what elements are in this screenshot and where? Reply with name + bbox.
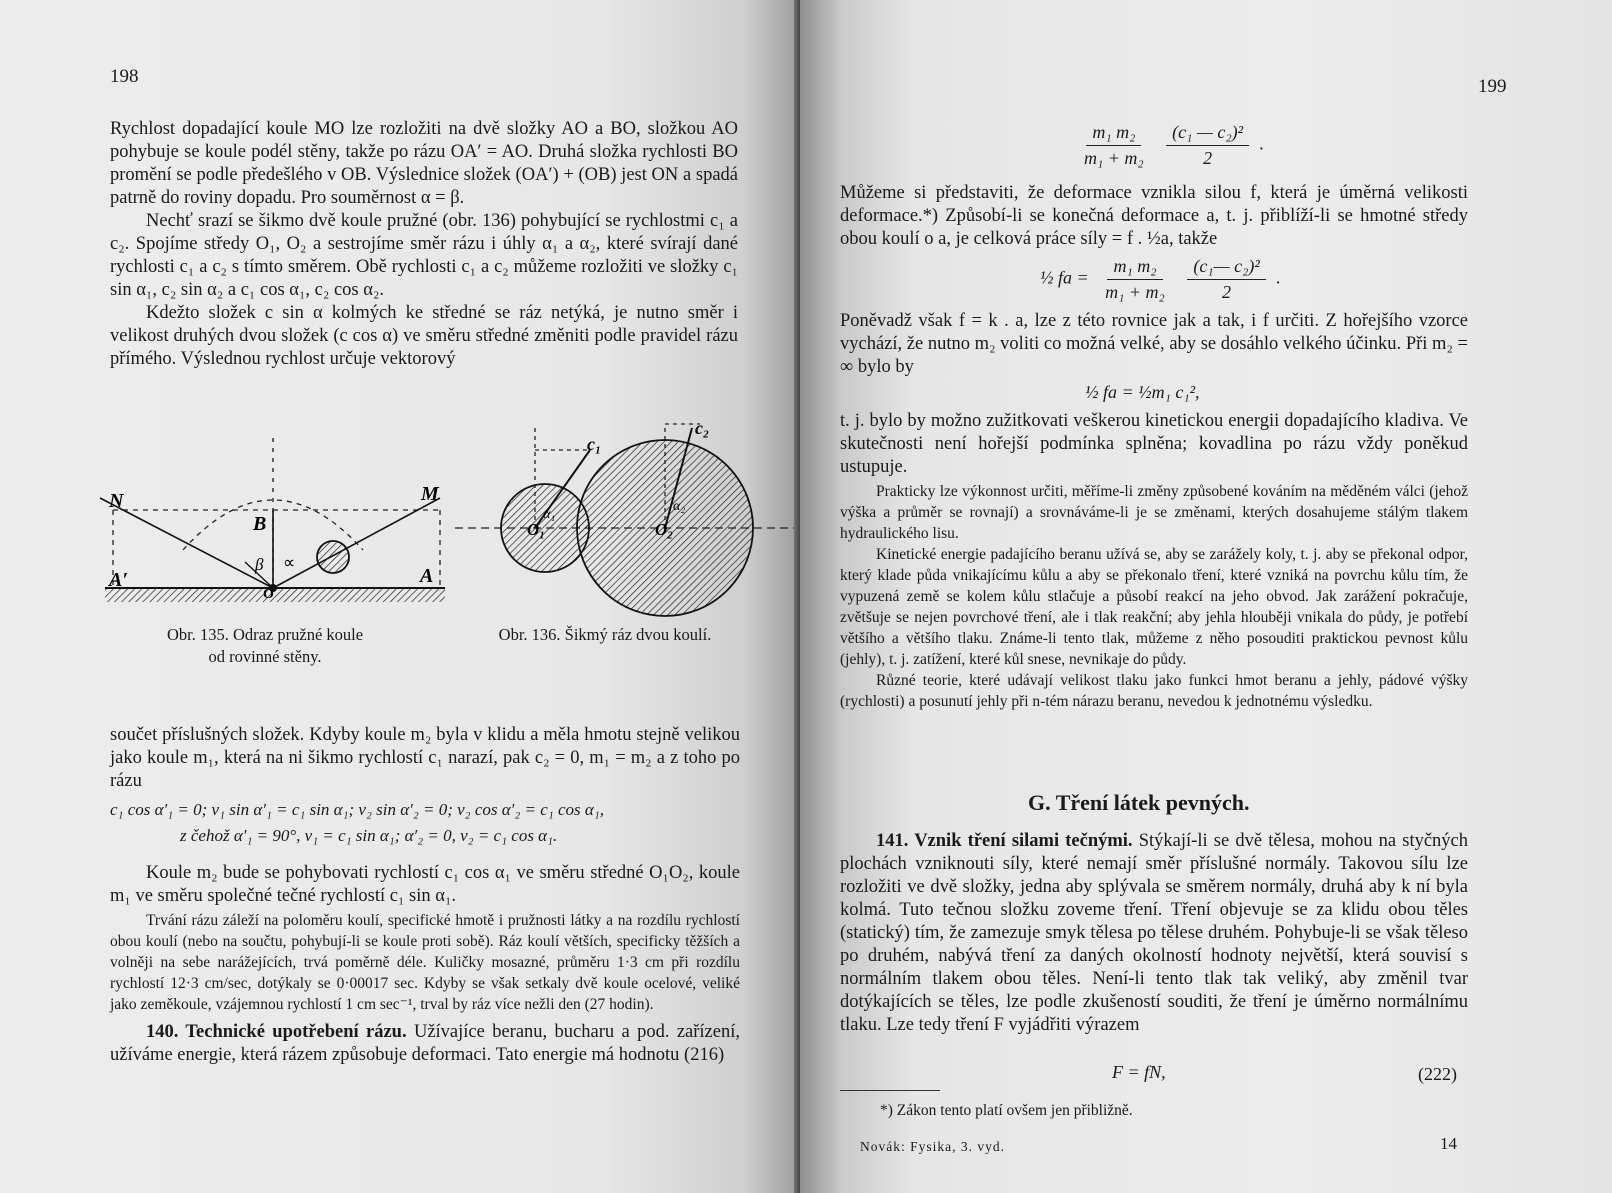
figure-135: [95, 430, 460, 620]
right-text-2: [840, 310, 1468, 379]
fig-label: A′: [109, 569, 128, 591]
figure-caption: Obr. 135. Odraz pružné koule od rovinné stěny.: [166, 625, 364, 666]
footnote-rule: [840, 1090, 940, 1091]
ball: [317, 541, 349, 573]
fig-label: c₁: [587, 434, 602, 454]
left-text-bottom: [110, 862, 740, 1067]
left-text-mid: [110, 724, 740, 793]
fig-label: c₂: [695, 418, 710, 438]
fig-label: α₁: [543, 507, 556, 522]
figure-caption: Obr. 136. Šikmý ráz dvou koulí.: [498, 625, 712, 644]
equation-number: (222): [1418, 1064, 1457, 1084]
section-heading: G. Tření látek pevných.: [1028, 790, 1250, 815]
printer-signature: Novák: Fysika, 3. vyd.: [860, 1139, 1005, 1154]
equation-2: ½ fa = $\frac{\text{m₁ m₂}}{\text{m₁ + m₂}}$ $\frac{\text{(c₁— c₂)²}}{2}$ .: [1040, 256, 1281, 302]
equation: c₁ cos α′₁ = 0; v₁ sin α′₁ = c₁ sin α₁; v₂ sin α′₂ = 0; v₂ cos α′₂ = c₁ cos α₁,: [110, 800, 604, 819]
page-number: 198: [110, 66, 139, 87]
equation-4: F = fN,: [1112, 1062, 1166, 1082]
paragraph: Koule m₂ bude se pohybovati rychlostí c₁ cos α₁ ve směru středné O₁O₂, koule m₁ ve směru společné tečné rychlostí c₁ sin α₁.: [110, 863, 740, 906]
right-page: [800, 0, 1612, 1193]
figure-136: [455, 410, 800, 635]
signature-number: 14: [1440, 1134, 1457, 1153]
fig-label: O: [263, 587, 274, 602]
paragraph-small: Prakticky lze výkonnost určiti, měříme-li změny způsobené kováním na měděném válci (jehož výška a průměr se rovnají) a srovnáváme-li je se změnami, kterých dosahujeme stálým tlakem hydraulického lisu.: [840, 483, 1468, 542]
fig-label: α₂: [673, 499, 686, 514]
paragraph-small: Trvání rázu záleží na poloměru koulí, specifické hmotě i pružnosti látky a na rozdílu rychlostí obou koulí (nebo na součtu, pohybují-li se koule proti sobě). Ráz koulí větších, specificky těžších a volněji na sebe narážejících, trvá poměrně déle. Kuličky mosazné, průměru 1·3 cm při rozdílu rychlostí 12·3 cm/sec, dotýkaly se 0·00017 sec. Kdyby se však setkaly dvě koule ocelové, veliké jako zeměkoule, vzájemnou rychlostí 1 cm sec⁻¹, trval by ráz více nežli den (27 hodin).: [110, 912, 740, 1013]
left-text-top: [110, 118, 738, 371]
fig-label: M: [421, 483, 439, 505]
equation: z čehož α′₁ = 90°, v₁ = c₁ sin α₁; α′₂ = 0, v₂ = c₁ cos α₁.: [180, 826, 558, 845]
paragraph: 141. Vznik tření silami tečnými. Stýkají-li se dvě tělesa, mohou na styčných plochách vzniknouti síly, které nemají směr příslušné normály. Takovou sílu lze rozložiti ve dvě složky, jedna aby splývala se směrem normály, druhá aby k ní byla kolmá. Tuto tečnou složku zoveme tření. Tření objevuje se za klidu obou těles (statický) tím, že zamezuje smyk tělesa po tělese druhém. Pohybuje-li se však těleso po druhém, nabývá tření za daných okolností hodnoty největší, která souvisí s normálním tlakem obou těles. Není-li tento tlak tak veliký, aby změnil tvar dotýkajících se těles, lze podle zkušeností souditi, že tření je úměrno normálnímu tlaku. Lze tedy tření F vyjádřiti výrazem: [840, 831, 1469, 1035]
equation-top: $\frac{\text{m₁ m₂}}{\text{m₁ + m₂}}$ $\frac{\text{(c₁ — c₂)²}}{2}$ .: [1084, 122, 1265, 168]
fig-label: O₁: [527, 520, 546, 539]
paragraph: Rychlost dopadající koule MO lze rozložiti na dvě složky AO a BO, složkou AO pohybuje se koule podél stěny, takže po rázu OA′ = AO. Druhá složka rychlosti BO promění se podle předešlého v OB. Výslednice složek (OA′) + (OB) jest ON a spadá patrně do roviny dopadu. Pro souměrnost α = β.: [110, 119, 738, 208]
fig-label: β: [255, 555, 264, 574]
equation-3: ½ fa = ½m₁ c₁²,: [1085, 382, 1200, 402]
fig-label: ∝: [283, 553, 296, 572]
incident-ray: [273, 498, 440, 588]
page-number: 199: [1478, 76, 1507, 97]
left-page: [0, 0, 800, 1193]
paragraph: Kdežto složek c sin α kolmých ke středné se ráz netýká, je nutno směr i velikost druhých dvou složek (c cos α) ve směru středné změniti podle pravidel rázu přímého. Výslednou rychlost určuje vektorový: [110, 303, 738, 369]
right-text-3: [840, 410, 1468, 712]
paragraph: t. j. bylo by možno zužitkovati veškerou kinetickou energii dopadajícího kladiva. Ve skutečnosti není hořejší podmínka splněna; kovadlina po rázu vždy poněkud ustupuje.: [840, 411, 1468, 477]
right-text-1: [840, 182, 1468, 251]
paragraph: součet příslušných složek. Kdyby koule m₂ byla v klidu a měla hmotu stejně velikou jako koule m₁, která na ni šikmo rychlostí c₁ narazí, pak c₂ = 0, m₁ = m₂ a z toho po rázu: [110, 725, 740, 791]
paragraph: Poněvadž však f = k . a, lze z této rovnice jak a tak, i f určiti. Z hořejšího vzorce vychází, že nutno m₂ voliti co možná velké, aby se dosáhlo velkého účinku. Při m₂ = ∞ bylo by: [840, 311, 1468, 377]
footnote: *) Zákon tento platí ovšem jen přibližně.: [880, 1102, 1133, 1119]
paragraph-small: Různé teorie, které udávají velikost tlaku jako funkci hmot beranu a jehly, pádové výšky (rychlosti) a posunutí jehly při n-tém nárazu beranu, nevedou k jednotnému výsledku.: [840, 672, 1468, 710]
fig-label: B: [253, 513, 267, 535]
section-title: 140. Technické upotřebení rázu.: [146, 1022, 407, 1042]
paragraph: 140. Technické upotřebení rázu. Užívajíce beranu, bucharu a pod. zařízení, užíváme energie, která rázem způsobuje deformaci. Tato energie má hodnotu (216): [110, 1022, 740, 1065]
section-title: 141. Vznik tření silami tečnými.: [876, 831, 1133, 851]
paragraph: Nechť srazí se šikmo dvě koule pružné (obr. 136) pohybující se rychlostmi c₁ a c₂. Spojíme středy O₁, O₂ a sestrojíme směr rázu i úhly α₁ a α₂, které svírají dané rychlosti c₁ a c₂ s tímto směrem. Obě rychlosti c₁ a c₂ můžeme rozložiti ve složky c₁ sin α₁, c₂ sin α₂ a c₁ cos α₁, c₂ cos α₂.: [110, 211, 738, 300]
fig-label: A: [420, 565, 434, 587]
fig-label: N: [109, 490, 124, 512]
right-text-4: [840, 830, 1468, 1037]
fig-label: O₂: [655, 520, 674, 539]
paragraph: Můžeme si představiti, že deformace vznikla silou f, která je úměrná velikosti deformace.*) Způsobí-li se konečná deformace a, t. j. přiblíží-li se hmotné středy obou koulí o a, je celková práce síly = f . ½a, takže: [840, 183, 1468, 249]
paragraph-small: Kinetické energie padajícího beranu užívá se, aby se zarážely koly, t. j. aby se překonal odpor, který klade půda vnikajícímu kůlu a aby se překonalo tření, které vzniká na povrchu kůlu tím, že vypuzená země se kolem kůlu stlačuje a působí reakcí na jeho obvod. Jak zarážení pokračuje, zvětšuje se nejen povrchové tření, ale i tlak reakční; aby jehla hlouběji vnikala do půdy, je potřebí většího a většího tlaku. Známe-li tento tlak, můžeme z něho posouditi praktickou pevnost kůlu (jehly), t. j. zatížení, které kůl snese, nevnikaje do půdy.: [840, 546, 1468, 668]
